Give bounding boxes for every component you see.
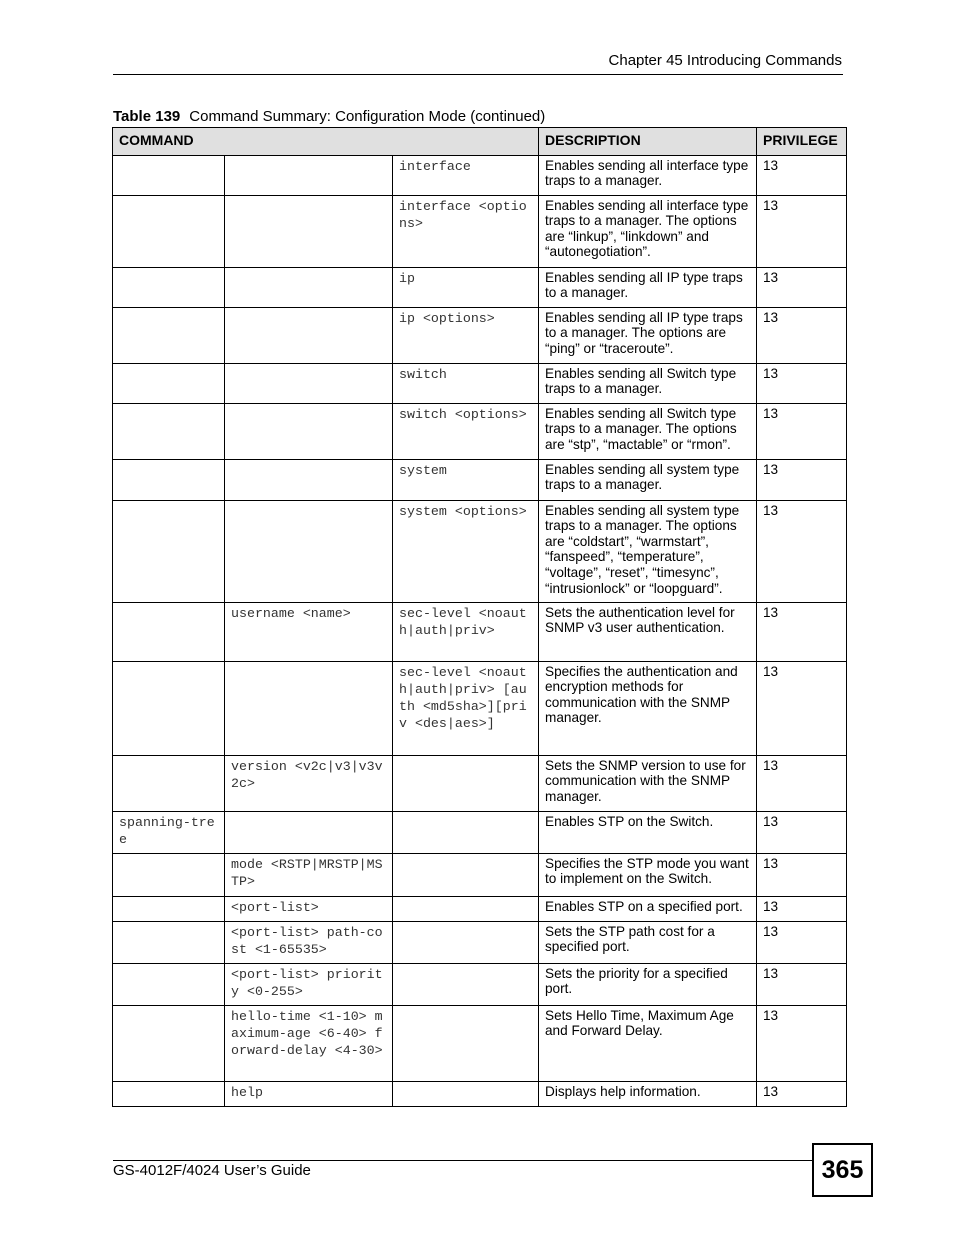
description-cell: Enables STP on a specified port.: [539, 896, 757, 921]
guide-title: GS-4012F/4024 User’s Guide: [113, 1162, 311, 1179]
command-cell-level2: help: [225, 1081, 393, 1106]
header-privilege: PRIVILEGE: [757, 128, 847, 156]
command-cell-level2: username <name>: [225, 602, 393, 661]
table-row: [113, 853, 847, 896]
command-cell-level2: [225, 661, 393, 755]
command-cell-level3: ip: [393, 267, 539, 307]
command-cell-level1: [113, 1081, 225, 1106]
command-cell-level1: [113, 267, 225, 307]
command-summary-table: [112, 127, 847, 1107]
command-cell-level3: switch <options>: [393, 403, 539, 459]
description-cell: Enables sending all system type traps to a manager.: [539, 459, 757, 500]
table-row: [113, 661, 847, 755]
privilege-cell: 13: [757, 459, 847, 500]
command-cell-level1: [113, 853, 225, 896]
command-cell-level1: [113, 363, 225, 403]
command-cell-level2: [225, 500, 393, 602]
command-cell-level1: [113, 459, 225, 500]
table-row: [113, 811, 847, 853]
table-header-row: [113, 128, 847, 156]
table-row: [113, 459, 847, 500]
command-cell-level3: interface: [393, 155, 539, 195]
command-cell-level1: [113, 896, 225, 921]
privilege-cell: 13: [757, 896, 847, 921]
command-cell-level2: <port-list>: [225, 896, 393, 921]
description-cell: Enables sending all interface type traps to a manager.: [539, 155, 757, 195]
description-cell: Enables sending all Switch type traps to a manager. The options are “stp”, “mactable” or “rmon”.: [539, 403, 757, 459]
command-cell-level1: [113, 403, 225, 459]
privilege-cell: 13: [757, 267, 847, 307]
privilege-cell: 13: [757, 1005, 847, 1081]
header-rule: [113, 74, 843, 75]
privilege-cell: 13: [757, 661, 847, 755]
description-cell: Displays help information.: [539, 1081, 757, 1106]
command-cell-level3: system <options>: [393, 500, 539, 602]
privilege-cell: 13: [757, 363, 847, 403]
table-row: [113, 363, 847, 403]
command-cell-level1: [113, 307, 225, 363]
table-row: [113, 307, 847, 363]
description-cell: Enables sending all IP type traps to a manager. The options are “ping” or “traceroute”.: [539, 307, 757, 363]
privilege-cell: 13: [757, 963, 847, 1005]
command-cell-level1: [113, 1005, 225, 1081]
chapter-header: Chapter 45 Introducing Commands: [608, 52, 842, 69]
table-caption-text: Command Summary: Configuration Mode (continued): [189, 108, 546, 125]
header-command: COMMAND: [113, 128, 539, 156]
table-row: [113, 403, 847, 459]
table-row: [113, 195, 847, 267]
table-row: [113, 500, 847, 602]
command-cell-level1: spanning-tree: [113, 811, 225, 853]
command-cell-level2: [225, 195, 393, 267]
command-cell-level3: switch: [393, 363, 539, 403]
command-cell-level2: [225, 307, 393, 363]
privilege-cell: 13: [757, 403, 847, 459]
description-cell: Sets the SNMP version to use for communication with the SNMP manager.: [539, 755, 757, 811]
privilege-cell: 13: [757, 853, 847, 896]
privilege-cell: 13: [757, 755, 847, 811]
description-cell: Sets Hello Time, Maximum Age and Forward Delay.: [539, 1005, 757, 1081]
table-row: [113, 1081, 847, 1106]
table-row: [113, 896, 847, 921]
header-description: DESCRIPTION: [539, 128, 757, 156]
command-cell-level2: [225, 403, 393, 459]
command-cell-level1: [113, 755, 225, 811]
table-row: [113, 963, 847, 1005]
description-cell: Enables STP on the Switch.: [539, 811, 757, 853]
table-row: [113, 755, 847, 811]
command-cell-level2: <port-list> path-cost <1-65535>: [225, 921, 393, 963]
footer-rule: [113, 1160, 812, 1161]
table-row: [113, 921, 847, 963]
table-row: [113, 155, 847, 195]
command-cell-level3: [393, 896, 539, 921]
command-cell-level3: [393, 1005, 539, 1081]
description-cell: Enables sending all interface type traps to a manager. The options are “linkup”, “linkdown” and “autonegotiation”.: [539, 195, 757, 267]
privilege-cell: 13: [757, 921, 847, 963]
command-cell-level3: [393, 1081, 539, 1106]
privilege-cell: 13: [757, 500, 847, 602]
command-cell-level2: [225, 459, 393, 500]
command-cell-level1: [113, 155, 225, 195]
command-cell-level3: [393, 755, 539, 811]
privilege-cell: 13: [757, 307, 847, 363]
description-cell: Specifies the STP mode you want to implement on the Switch.: [539, 853, 757, 896]
command-cell-level3: sec-level <noauth|auth|priv> [auth <md5sha>][priv <des|aes>]: [393, 661, 539, 755]
description-cell: Specifies the authentication and encryption methods for communication with the SNMP manager.: [539, 661, 757, 755]
command-cell-level2: hello-time <1-10> maximum-age <6-40> forward-delay <4-30>: [225, 1005, 393, 1081]
command-cell-level3: sec-level <noauth|auth|priv>: [393, 602, 539, 661]
command-cell-level1: [113, 500, 225, 602]
command-cell-level3: [393, 921, 539, 963]
privilege-cell: 13: [757, 1081, 847, 1106]
privilege-cell: 13: [757, 602, 847, 661]
description-cell: Enables sending all system type traps to a manager. The options are “coldstart”, “warmstart”, “fanspeed”, “temperature”, “voltage”, “reset”, “timesync”, “intrusionlock” or “loopguard”.: [539, 500, 757, 602]
command-cell-level3: [393, 963, 539, 1005]
command-cell-level1: [113, 963, 225, 1005]
command-cell-level1: [113, 661, 225, 755]
command-cell-level3: [393, 811, 539, 853]
page-number: 365: [812, 1143, 873, 1197]
table-label: Table 139: [113, 108, 181, 125]
table-caption: [113, 108, 545, 125]
description-cell: Sets the priority for a specified port.: [539, 963, 757, 1005]
description-cell: Enables sending all Switch type traps to a manager.: [539, 363, 757, 403]
table-row: [113, 1005, 847, 1081]
command-cell-level3: ip <options>: [393, 307, 539, 363]
command-cell-level2: <port-list> priority <0-255>: [225, 963, 393, 1005]
description-cell: Enables sending all IP type traps to a manager.: [539, 267, 757, 307]
command-cell-level3: interface <options>: [393, 195, 539, 267]
command-cell-level2: [225, 267, 393, 307]
command-cell-level3: system: [393, 459, 539, 500]
command-cell-level3: [393, 853, 539, 896]
privilege-cell: 13: [757, 195, 847, 267]
privilege-cell: 13: [757, 155, 847, 195]
command-cell-level2: [225, 155, 393, 195]
command-cell-level1: [113, 602, 225, 661]
description-cell: Sets the authentication level for SNMP v3 user authentication.: [539, 602, 757, 661]
description-cell: Sets the STP path cost for a specified port.: [539, 921, 757, 963]
table-row: [113, 602, 847, 661]
table-row: [113, 267, 847, 307]
command-cell-level2: [225, 363, 393, 403]
command-cell-level1: [113, 921, 225, 963]
command-cell-level2: version <v2c|v3|v3v2c>: [225, 755, 393, 811]
privilege-cell: 13: [757, 811, 847, 853]
command-cell-level2: [225, 811, 393, 853]
command-cell-level2: mode <RSTP|MRSTP|MSTP>: [225, 853, 393, 896]
command-cell-level1: [113, 195, 225, 267]
